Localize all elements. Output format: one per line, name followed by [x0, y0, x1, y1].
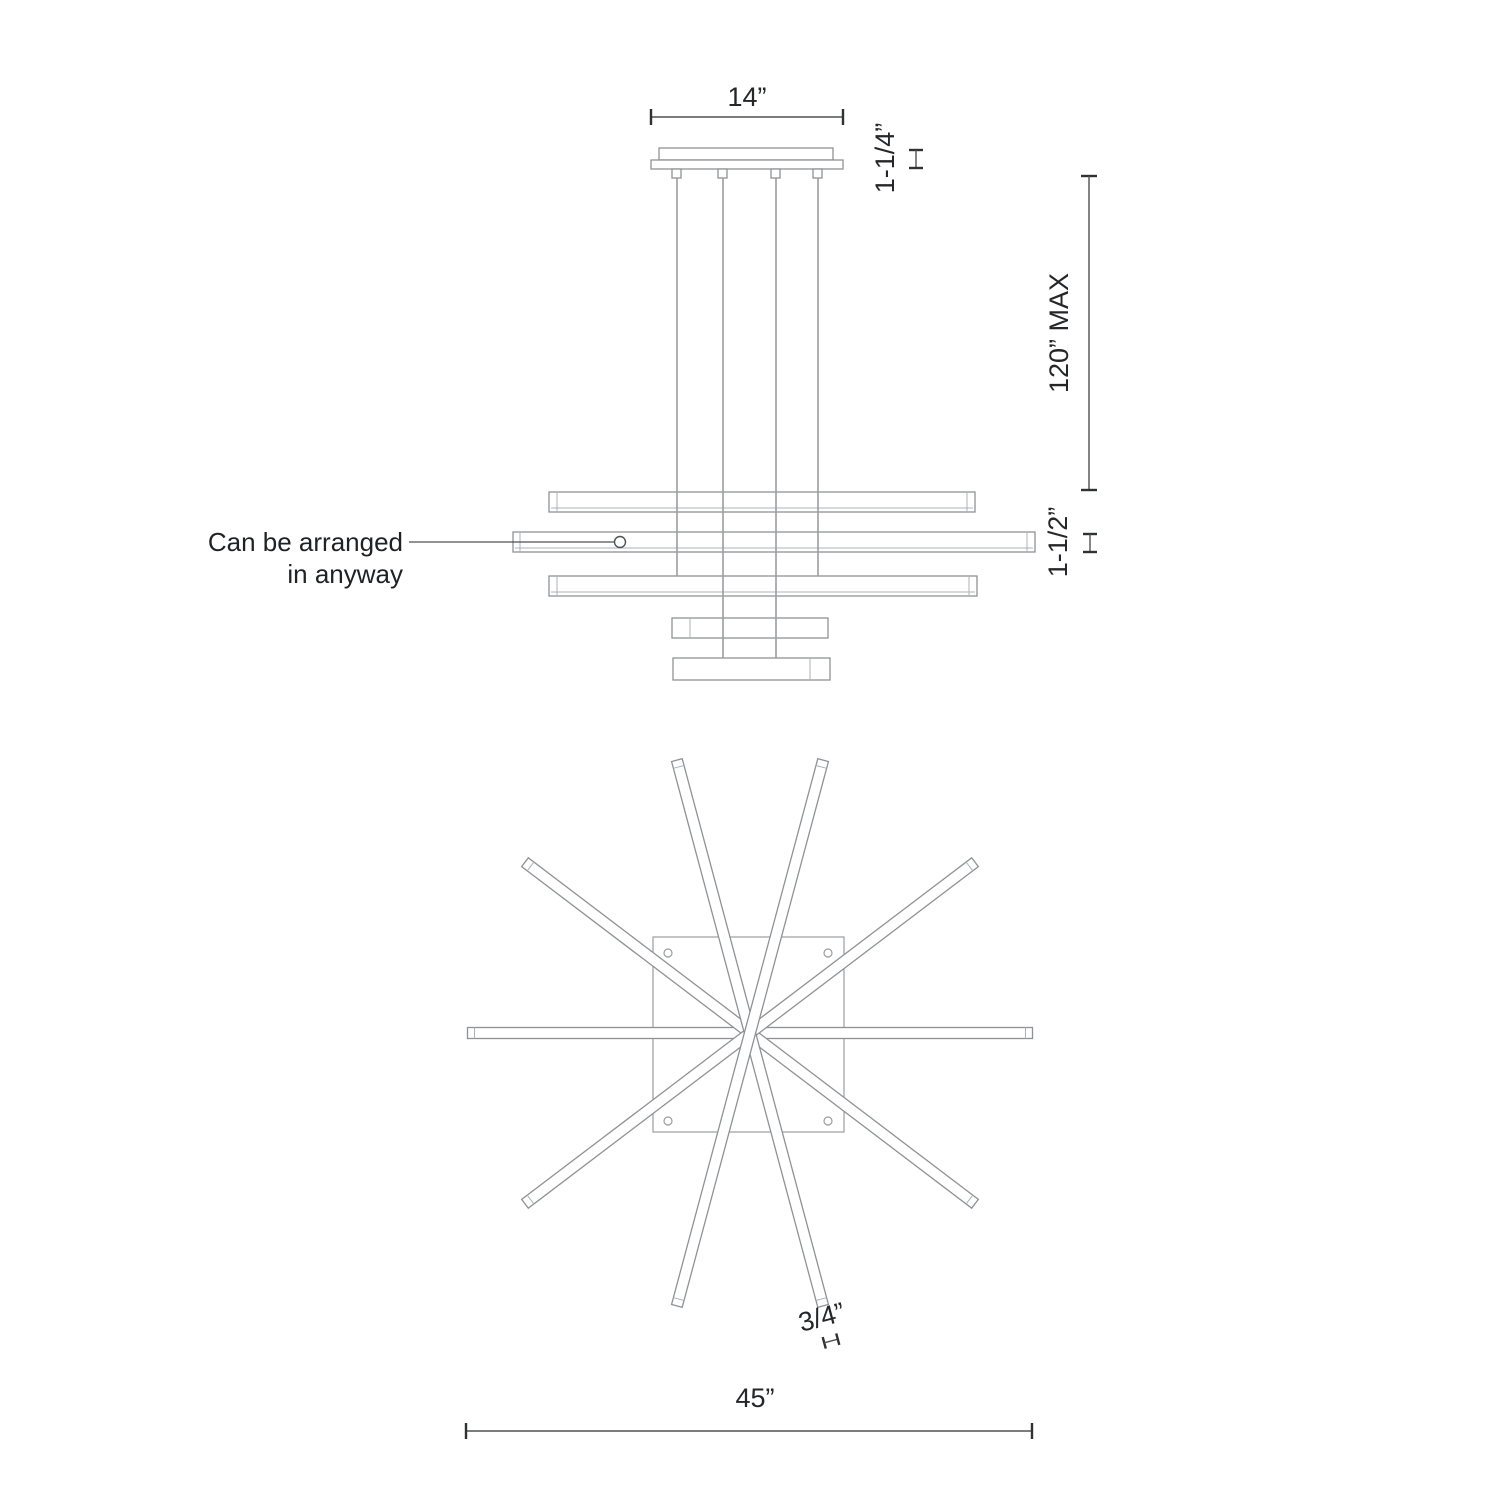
callout-line-1: Can be arranged [207, 527, 403, 557]
light-bar-row-4 [672, 618, 828, 638]
dim-bar-thickness-label: 1-1/2” [1043, 506, 1073, 578]
light-bar-row-3 [549, 576, 977, 596]
mounting-screw-bottom-right [824, 1117, 832, 1125]
dim-suspension-label: 120” MAX [1044, 272, 1074, 394]
hanger-stub-4 [813, 169, 822, 178]
dim-canopy-thickness-label: 1-1/4” [870, 122, 900, 194]
elevation-view [208, 82, 1097, 680]
light-bars-plan [468, 759, 1033, 1308]
dim-suspension-length [1044, 176, 1097, 490]
mounting-screw-top-left [664, 949, 672, 957]
ceiling-canopy [651, 148, 843, 178]
canopy-top-plate [659, 148, 833, 160]
light-bars-elevation [513, 492, 1035, 680]
callout-line-2: in anyway [287, 559, 403, 589]
dim-overall-width-label: 45” [735, 1383, 775, 1413]
light-bar-row-1 [549, 492, 975, 512]
hanger-stub-3 [771, 169, 780, 178]
canopy-base-plate [651, 160, 843, 169]
dim-bar-width-bracket [823, 1333, 840, 1348]
callout-leader-dot [615, 537, 626, 548]
dim-canopy-width [651, 82, 843, 125]
light-bar-row-5 [673, 658, 830, 680]
plan-view [466, 759, 1033, 1439]
mounting-screw-top-right [824, 949, 832, 957]
dim-bar-width [795, 1297, 848, 1349]
dim-canopy-thickness [870, 123, 923, 194]
mounting-screw-bottom-left [664, 1117, 672, 1125]
dim-overall-width [466, 1383, 1032, 1439]
hanger-stub-2 [718, 169, 727, 178]
hanger-stub-1 [672, 169, 681, 178]
dim-bar-width-label: 3/4” [795, 1296, 849, 1338]
dim-bar-thickness [1043, 507, 1097, 578]
dim-canopy-width-label: 14” [727, 82, 767, 112]
